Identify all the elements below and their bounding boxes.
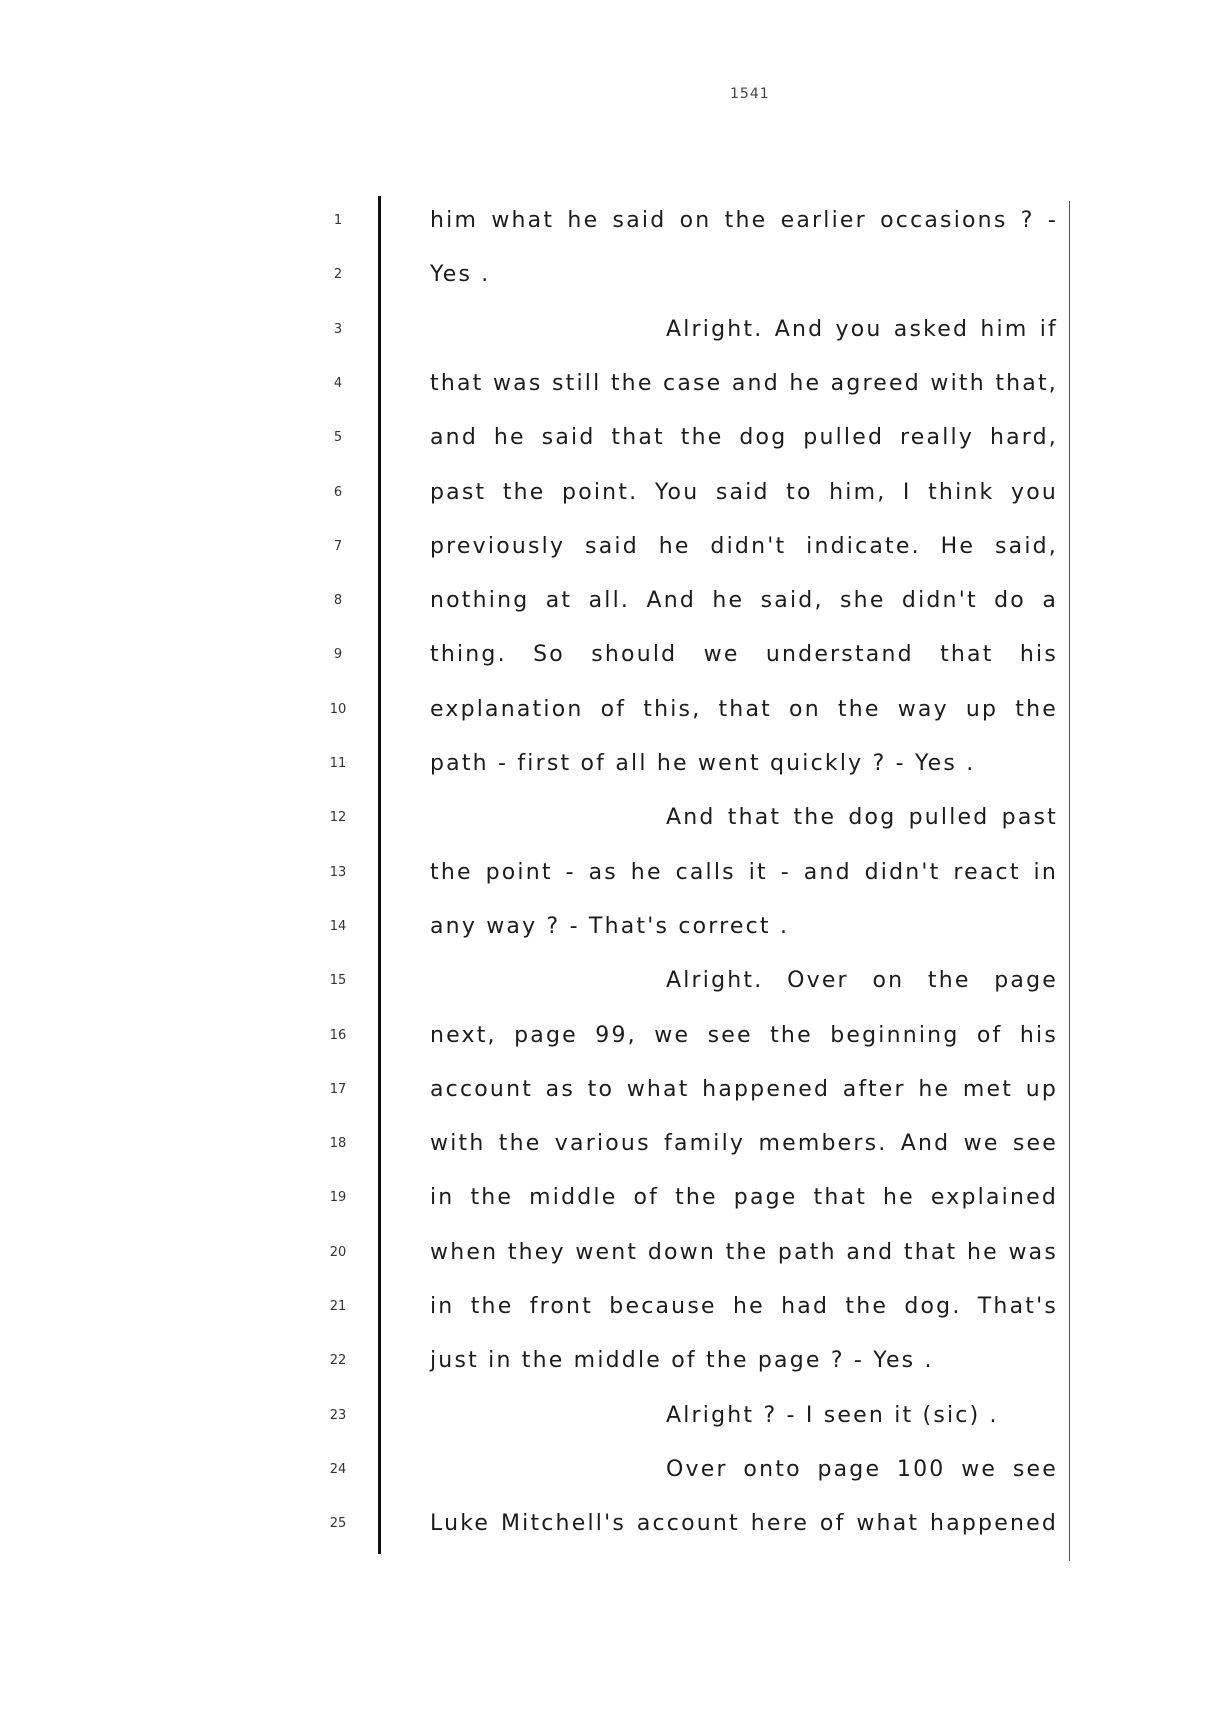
line-number: 19 bbox=[329, 1190, 347, 1206]
line-number: 15 bbox=[329, 973, 347, 989]
transcript-line: any way ? - That's correct . bbox=[430, 913, 790, 939]
line-number: 9 bbox=[333, 647, 343, 663]
line-number: 4 bbox=[333, 375, 343, 391]
transcript-line: when they went down the path and that he was bbox=[430, 1239, 1058, 1265]
transcript-line: Over onto page 100 we see bbox=[666, 1456, 1058, 1482]
transcript-line: him what he said on the earlier occasions ? - bbox=[430, 208, 1058, 233]
transcript-line: thing. So should we understand that his bbox=[430, 642, 1058, 668]
transcript-line: Alright ? - I seen it (sic) . bbox=[666, 1402, 999, 1428]
transcript-line: previously said he didn't indicate. He said, bbox=[430, 533, 1058, 559]
transcript-line: Alright. Over on the page bbox=[666, 968, 1058, 994]
line-number: 25 bbox=[329, 1516, 347, 1532]
line-number: 8 bbox=[333, 593, 343, 609]
transcript-line: Alright. And you asked him if bbox=[666, 316, 1058, 342]
transcript-line: account as to what happened after he met up bbox=[430, 1076, 1058, 1102]
line-number: 7 bbox=[333, 538, 343, 554]
left-margin-rule bbox=[378, 196, 381, 1554]
transcript-line: with the various family members. And we see bbox=[430, 1131, 1058, 1157]
transcript-line: just in the middle of the page ? - Yes . bbox=[430, 1348, 934, 1374]
line-number: 12 bbox=[329, 810, 347, 826]
transcript-line: path - first of all he went quickly ? - Yes . bbox=[430, 751, 976, 776]
line-number: 16 bbox=[329, 1027, 347, 1043]
line-number: 24 bbox=[329, 1461, 347, 1477]
line-number: 13 bbox=[329, 864, 347, 880]
line-number: 6 bbox=[333, 484, 343, 500]
line-number: 14 bbox=[329, 918, 347, 934]
line-number: 22 bbox=[329, 1353, 347, 1369]
transcript-line: that was still the case and he agreed with that, bbox=[430, 370, 1058, 396]
line-number: 1 bbox=[333, 213, 343, 228]
transcript-line: the point - as he calls it - and didn't react in bbox=[430, 859, 1058, 885]
transcript-line: in the front because he had the dog. That's bbox=[430, 1294, 1058, 1319]
right-margin-rule bbox=[1069, 201, 1070, 1561]
line-number: 18 bbox=[329, 1136, 347, 1152]
transcript-line: past the point. You said to him, I think you bbox=[430, 479, 1058, 505]
transcript-line: next, page 99, we see the beginning of his bbox=[430, 1022, 1058, 1048]
page-number: 1541 bbox=[730, 86, 770, 102]
transcript-line: explanation of this, that on the way up the bbox=[430, 696, 1058, 722]
line-number: 20 bbox=[329, 1244, 347, 1260]
transcript-line: Yes . bbox=[430, 262, 491, 288]
transcript-line: and he said that the dog pulled really hard, bbox=[430, 425, 1058, 451]
line-number: 3 bbox=[333, 321, 343, 337]
transcript-line: nothing at all. And he said, she didn't do a bbox=[430, 588, 1058, 614]
line-number: 2 bbox=[333, 267, 343, 283]
transcript-line: Luke Mitchell's account here of what happened bbox=[430, 1511, 1058, 1537]
transcript-line: in the middle of the page that he explained bbox=[430, 1185, 1058, 1211]
line-number: 11 bbox=[329, 756, 347, 771]
line-number: 23 bbox=[329, 1407, 347, 1423]
line-number: 5 bbox=[333, 430, 343, 446]
line-number: 17 bbox=[329, 1081, 347, 1097]
line-number: 21 bbox=[329, 1299, 347, 1314]
transcript-line: And that the dog pulled past bbox=[666, 805, 1058, 831]
line-number: 10 bbox=[329, 701, 347, 717]
